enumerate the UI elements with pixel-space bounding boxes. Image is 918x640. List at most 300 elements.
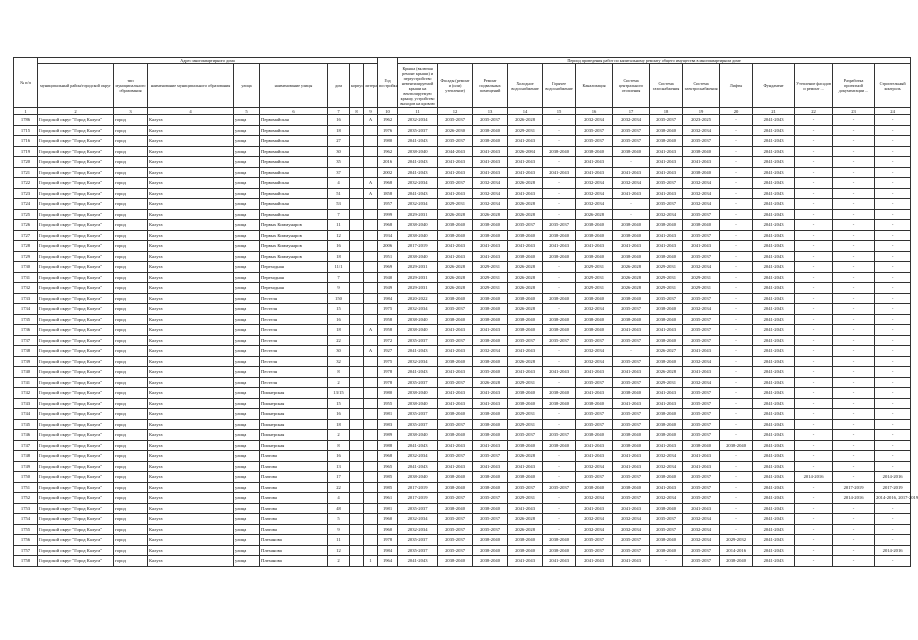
- table-cell: 2038-2040: [543, 251, 576, 262]
- table-cell: 2032-2034: [683, 199, 720, 210]
- table-cell: 2041-2043: [650, 388, 683, 399]
- table-cell: 2038-2040: [508, 251, 543, 262]
- table-cell: [364, 472, 378, 483]
- table-cell: [364, 283, 378, 294]
- table-cell: 2029-2031: [473, 283, 508, 294]
- table-cell: улица: [234, 440, 260, 451]
- table-cell: 1: [364, 556, 378, 567]
- table-cell: 2041-2043: [398, 461, 438, 472]
- table-cell: 2038-2040: [508, 230, 543, 241]
- table-cell: 2035-2037: [576, 377, 613, 388]
- table-cell: 2038-2040: [613, 430, 650, 441]
- column-number-cell: 14: [508, 108, 543, 115]
- table-cell: город: [114, 115, 148, 126]
- table-cell: 2038-2040: [398, 472, 438, 483]
- table-cell: 2035-2037: [683, 398, 720, 409]
- table-cell: 2041-2043: [683, 461, 720, 472]
- table-cell: 2032-2034: [398, 356, 438, 367]
- table-cell: -: [875, 524, 911, 535]
- table-cell: Городской округ "Город Калуга": [38, 493, 114, 504]
- table-cell: -: [833, 388, 875, 399]
- table-cell: 2041-2043: [613, 188, 650, 199]
- table-cell: 51: [328, 188, 350, 199]
- table-row: [14, 293, 911, 304]
- table-cell: 1715: [14, 125, 38, 136]
- table-cell: Калуга: [148, 430, 234, 441]
- table-cell: город: [114, 314, 148, 325]
- table-cell: 2038-2040: [438, 409, 473, 420]
- table-cell: 2035-2037: [613, 356, 650, 367]
- table-cell: 18: [328, 125, 350, 136]
- table-cell: 2038-2040: [650, 314, 683, 325]
- table-cell: улица: [234, 377, 260, 388]
- table-cell: город: [114, 367, 148, 378]
- table-cell: 2032-2034: [576, 115, 613, 126]
- table-cell: 2032-2034: [613, 514, 650, 525]
- table-cell: 2035-2037: [438, 377, 473, 388]
- table-cell: 2035-2037: [438, 136, 473, 147]
- table-cell: 2035-2037: [613, 125, 650, 136]
- table-cell: 2041-2043: [613, 556, 650, 567]
- table-cell: Плеханова: [260, 556, 328, 567]
- table-cell: 2035-2037: [576, 125, 613, 136]
- table-cell: 2038-2040: [650, 545, 683, 556]
- table-cell: 2032-2034: [683, 262, 720, 273]
- table-cell: 2041-2043: [753, 209, 795, 220]
- table-cell: 2038-2040: [650, 304, 683, 315]
- table-cell: 2: [328, 556, 350, 567]
- table-cell: 2041-2043: [473, 461, 508, 472]
- table-cell: 2035-2037: [398, 535, 438, 546]
- table-cell: 2032-2034: [576, 188, 613, 199]
- table-cell: 2035-2037: [438, 304, 473, 315]
- table-cell: -: [543, 346, 576, 357]
- table-cell: 2032-2034: [576, 178, 613, 189]
- table-cell: Городской округ "Город Калуга": [38, 304, 114, 315]
- table-cell: -: [795, 314, 833, 325]
- table-cell: Городской округ "Город Калуга": [38, 230, 114, 241]
- table-cell: 8: [328, 367, 350, 378]
- table-cell: 2035-2037: [683, 556, 720, 567]
- table-cell: 2029-2031: [650, 272, 683, 283]
- table-cell: -: [720, 493, 753, 504]
- table-cell: 2038-2040: [613, 440, 650, 451]
- table-cell: 2038-2040: [398, 146, 438, 157]
- table-cell: улица: [234, 157, 260, 168]
- table-cell: улица: [234, 167, 260, 178]
- table-cell: -: [720, 409, 753, 420]
- table-cell: -: [720, 230, 753, 241]
- table-cell: -: [875, 251, 911, 262]
- table-cell: [364, 493, 378, 504]
- table-cell: [350, 314, 364, 325]
- table-cell: 2038-2040: [683, 146, 720, 157]
- table-cell: 2041-2043: [753, 199, 795, 210]
- table-cell: 2029-2031: [438, 199, 473, 210]
- table-cell: 27: [328, 136, 350, 147]
- table-cell: улица: [234, 493, 260, 504]
- table-cell: 2041-2043: [473, 325, 508, 336]
- table-cell: Плеханова: [260, 535, 328, 546]
- table-cell: 2029-2031: [508, 125, 543, 136]
- table-cell: улица: [234, 241, 260, 252]
- table-cell: 2038-2040: [576, 146, 613, 157]
- table-cell: 2017-2019: [875, 482, 911, 493]
- table-cell: 2038-2040: [576, 430, 613, 441]
- table-row: [14, 419, 911, 430]
- table-cell: Калуга: [148, 503, 234, 514]
- table-cell: Калуга: [148, 482, 234, 493]
- table-cell: 2035-2037: [683, 230, 720, 241]
- table-cell: 2014-2016: [833, 493, 875, 504]
- table-cell: -: [795, 157, 833, 168]
- table-cell: -: [795, 514, 833, 525]
- table-cell: 2038-2040: [438, 430, 473, 441]
- table-cell: -: [833, 209, 875, 220]
- table-cell: 2038-2040: [473, 472, 508, 483]
- table-cell: Переходная: [260, 272, 328, 283]
- table-cell: 2041-2043: [543, 241, 576, 252]
- table-cell: 2038-2040: [576, 398, 613, 409]
- table-cell: Пестеля: [260, 377, 328, 388]
- table-cell: 2041-2043: [473, 241, 508, 252]
- table-cell: [350, 356, 364, 367]
- table-cell: [364, 409, 378, 420]
- table-cell: Калуга: [148, 167, 234, 178]
- table-cell: 2041-2043: [398, 346, 438, 357]
- table-cell: -: [833, 451, 875, 462]
- table-cell: 2032-2034: [398, 199, 438, 210]
- table-row: [14, 556, 911, 567]
- table-row: [14, 335, 911, 346]
- table-cell: -: [795, 146, 833, 157]
- table-cell: -: [543, 157, 576, 168]
- table-cell: 2032-2034: [576, 514, 613, 525]
- table-cell: 2041-2043: [753, 398, 795, 409]
- table-cell: -: [833, 535, 875, 546]
- table-cell: 16: [328, 241, 350, 252]
- table-cell: -: [720, 461, 753, 472]
- table-cell: 1983: [378, 419, 398, 430]
- table-cell: Первомайская: [260, 146, 328, 157]
- table-cell: 2041-2043: [650, 482, 683, 493]
- table-cell: -: [833, 272, 875, 283]
- table-row: [14, 482, 911, 493]
- table-cell: 2035-2037: [650, 514, 683, 525]
- table-cell: -: [833, 304, 875, 315]
- column-number-cell: 15: [543, 108, 576, 115]
- table-cell: -: [833, 440, 875, 451]
- table-cell: город: [114, 514, 148, 525]
- table-cell: -: [833, 293, 875, 304]
- table-cell: -: [720, 430, 753, 441]
- col-header-5: улица: [234, 64, 260, 108]
- table-cell: -: [543, 472, 576, 483]
- table-cell: 2029-2031: [398, 262, 438, 273]
- table-cell: 2017-2019: [398, 241, 438, 252]
- table-cell: 2038-2040: [543, 545, 576, 556]
- table-cell: -: [875, 440, 911, 451]
- table-cell: 2038-2040: [650, 356, 683, 367]
- table-cell: -: [795, 524, 833, 535]
- table-cell: -: [833, 146, 875, 157]
- table-cell: 2041-2043: [753, 125, 795, 136]
- col-header-8: корпус: [350, 64, 364, 108]
- table-cell: Калуга: [148, 283, 234, 294]
- table-cell: 2038-2040: [398, 430, 438, 441]
- table-cell: Городской округ "Город Калуга": [38, 325, 114, 336]
- table-cell: [350, 514, 364, 525]
- table-row: [14, 398, 911, 409]
- table-cell: Городской округ "Город Калуга": [38, 346, 114, 357]
- table-cell: 2038-2040: [438, 293, 473, 304]
- table-cell: улица: [234, 545, 260, 556]
- table-cell: 2026-2028: [508, 115, 543, 126]
- table-cell: -: [875, 335, 911, 346]
- table-cell: Городской округ "Город Калуга": [38, 524, 114, 535]
- table-cell: -: [720, 272, 753, 283]
- table-cell: [350, 167, 364, 178]
- table-row: [14, 262, 911, 273]
- table-cell: 1753: [14, 503, 38, 514]
- table-cell: 1958: [378, 325, 398, 336]
- table-cell: -: [795, 136, 833, 147]
- table-cell: -: [875, 451, 911, 462]
- table-cell: город: [114, 524, 148, 535]
- table-cell: 2032-2034: [683, 178, 720, 189]
- table-cell: 2038-2040: [438, 230, 473, 241]
- table-cell: [350, 440, 364, 451]
- table-cell: -: [875, 388, 911, 399]
- table-cell: -: [875, 209, 911, 220]
- table-cell: -: [795, 545, 833, 556]
- column-number-cell: 6: [260, 108, 328, 115]
- table-cell: [350, 377, 364, 388]
- table-cell: 2041-2043: [650, 440, 683, 451]
- table-cell: 2035-2037: [473, 115, 508, 126]
- table-cell: Пионерская: [260, 398, 328, 409]
- table-cell: 2035-2037: [576, 409, 613, 420]
- table-cell: Калуга: [148, 146, 234, 157]
- table-cell: 2035-2037: [613, 493, 650, 504]
- table-cell: Калуга: [148, 293, 234, 304]
- table-cell: 2041-2043: [473, 146, 508, 157]
- table-cell: 2032-2034: [398, 115, 438, 126]
- table-cell: 2038-2040: [650, 503, 683, 514]
- table-cell: 2041-2043: [576, 388, 613, 399]
- table-cell: город: [114, 430, 148, 441]
- table-cell: Калуга: [148, 157, 234, 168]
- table-cell: -: [543, 188, 576, 199]
- table-cell: [350, 230, 364, 241]
- table-cell: -: [543, 199, 576, 210]
- column-number-cell: 9: [364, 108, 378, 115]
- table-cell: -: [795, 272, 833, 283]
- table-cell: 1981: [378, 409, 398, 420]
- table-cell: 2041-2043: [473, 388, 508, 399]
- table-cell: 2026-2028: [508, 283, 543, 294]
- table-cell: город: [114, 220, 148, 231]
- table-cell: [350, 346, 364, 357]
- table-cell: -: [795, 482, 833, 493]
- table-cell: 2029-2031: [473, 272, 508, 283]
- table-cell: -: [875, 167, 911, 178]
- table-cell: 2035-2037: [438, 115, 473, 126]
- table-row: [14, 178, 911, 189]
- table-cell: 15: [328, 304, 350, 315]
- table-cell: 2041-2043: [508, 167, 543, 178]
- table-cell: 2029-2031: [650, 283, 683, 294]
- table-cell: 2026-2028: [508, 199, 543, 210]
- table-cell: 2035-2037: [438, 545, 473, 556]
- table-cell: 1723: [14, 188, 38, 199]
- table-cell: -: [833, 356, 875, 367]
- table-cell: 2038-2040: [720, 440, 753, 451]
- table-cell: 2032-2034: [398, 451, 438, 462]
- table-cell: 2038-2040: [543, 440, 576, 451]
- table-row: [14, 314, 911, 325]
- table-cell: Калуга: [148, 136, 234, 147]
- table-cell: 2029-2031: [650, 377, 683, 388]
- table-cell: 1858: [378, 188, 398, 199]
- table-cell: 2041-2043: [438, 188, 473, 199]
- table-cell: 2041-2043: [753, 167, 795, 178]
- table-cell: 2038-2040: [473, 545, 508, 556]
- col-header-16: Канализация: [576, 64, 613, 108]
- table-cell: город: [114, 419, 148, 430]
- table-cell: -: [720, 157, 753, 168]
- table-cell: 2041-2043: [398, 157, 438, 168]
- table-row: [14, 188, 911, 199]
- col-header-9: литера: [364, 64, 378, 108]
- table-cell: [364, 146, 378, 157]
- table-cell: 2035-2037: [650, 199, 683, 210]
- table-cell: [350, 335, 364, 346]
- table-cell: 2041-2043: [753, 472, 795, 483]
- table-cell: -: [875, 220, 911, 231]
- table-cell: 2038-2040: [398, 325, 438, 336]
- table-cell: улица: [234, 388, 260, 399]
- table-cell: 2038-2040: [613, 314, 650, 325]
- table-cell: 2041-2043: [508, 367, 543, 378]
- table-cell: [364, 451, 378, 462]
- col-header-13: Ремонт подвальных помещений: [473, 64, 508, 108]
- table-row: [14, 524, 911, 535]
- table-cell: -: [543, 514, 576, 525]
- table-cell: 2038-2040: [398, 314, 438, 325]
- table-cell: 2038-2040: [473, 136, 508, 147]
- table-cell: -: [833, 377, 875, 388]
- table-cell: 2032-2034: [576, 493, 613, 504]
- table-cell: город: [114, 440, 148, 451]
- table-cell: 2032-2034: [613, 524, 650, 535]
- table-row: [14, 199, 911, 210]
- table-cell: Калуга: [148, 367, 234, 378]
- table-cell: Калуга: [148, 304, 234, 315]
- table-cell: [350, 209, 364, 220]
- table-cell: город: [114, 472, 148, 483]
- table-cell: 2041-2043: [753, 335, 795, 346]
- table-cell: 1721: [14, 167, 38, 178]
- table-row: [14, 514, 911, 525]
- table-cell: Городской округ "Город Калуга": [38, 367, 114, 378]
- table-cell: 2041-2043: [753, 115, 795, 126]
- table-cell: -: [720, 188, 753, 199]
- table-cell: 2035-2037: [613, 545, 650, 556]
- table-cell: 2041-2043: [650, 157, 683, 168]
- table-cell: 1726: [14, 220, 38, 231]
- table-cell: Городской округ "Город Калуга": [38, 272, 114, 283]
- table-cell: -: [720, 167, 753, 178]
- table-cell: -: [795, 209, 833, 220]
- table-row: [14, 461, 911, 472]
- table-cell: Городской округ "Город Калуга": [38, 503, 114, 514]
- table-cell: 2035-2037: [543, 482, 576, 493]
- table-row: [14, 545, 911, 556]
- table-cell: Городской округ "Город Калуга": [38, 556, 114, 567]
- table-cell: 2041-2043: [438, 241, 473, 252]
- table-cell: 2032-2034: [576, 346, 613, 357]
- table-cell: 2038-2040: [473, 503, 508, 514]
- table-cell: -: [795, 283, 833, 294]
- table-cell: [350, 293, 364, 304]
- table-cell: 1746: [14, 430, 38, 441]
- table-cell: -: [875, 136, 911, 147]
- table-cell: -: [613, 157, 650, 168]
- table-cell: 2041-2043: [438, 398, 473, 409]
- table-cell: 2032-2034: [683, 524, 720, 535]
- table-cell: 2035-2037: [576, 419, 613, 430]
- table-cell: 2032-2034: [613, 115, 650, 126]
- table-cell: Городской округ "Город Калуга": [38, 419, 114, 430]
- table-cell: 2029-2031: [398, 209, 438, 220]
- table-cell: 2041-2043: [508, 503, 543, 514]
- table-cell: 2038-2040: [543, 230, 576, 241]
- table-cell: улица: [234, 430, 260, 441]
- table-cell: -: [795, 220, 833, 231]
- table-cell: Пионерская: [260, 440, 328, 451]
- table-cell: 1965: [378, 461, 398, 472]
- table-cell: [364, 209, 378, 220]
- table-cell: -: [543, 115, 576, 126]
- table-cell: улица: [234, 115, 260, 126]
- table-cell: -: [795, 493, 833, 504]
- table-cell: город: [114, 325, 148, 336]
- column-number-cell: 23: [833, 108, 875, 115]
- column-number-cell: 11: [398, 108, 438, 115]
- table-cell: 2038-2040: [473, 293, 508, 304]
- table-cell: -: [795, 325, 833, 336]
- table-cell: 1741: [14, 377, 38, 388]
- table-cell: -: [795, 388, 833, 399]
- table-cell: 2038-2040: [473, 356, 508, 367]
- table-cell: -: [543, 524, 576, 535]
- table-cell: 15: [328, 398, 350, 409]
- table-cell: -: [543, 493, 576, 504]
- table-cell: улица: [234, 136, 260, 147]
- table-cell: [350, 451, 364, 462]
- table-cell: -: [833, 545, 875, 556]
- column-number-cell: 16: [576, 108, 613, 115]
- table-cell: Калуга: [148, 178, 234, 189]
- table-cell: 2041-2043: [613, 503, 650, 514]
- table-cell: 16: [328, 409, 350, 420]
- table-cell: улица: [234, 283, 260, 294]
- table-cell: 2041-2043: [753, 272, 795, 283]
- table-cell: город: [114, 262, 148, 273]
- table-cell: 1927: [378, 346, 398, 357]
- table-cell: -: [543, 377, 576, 388]
